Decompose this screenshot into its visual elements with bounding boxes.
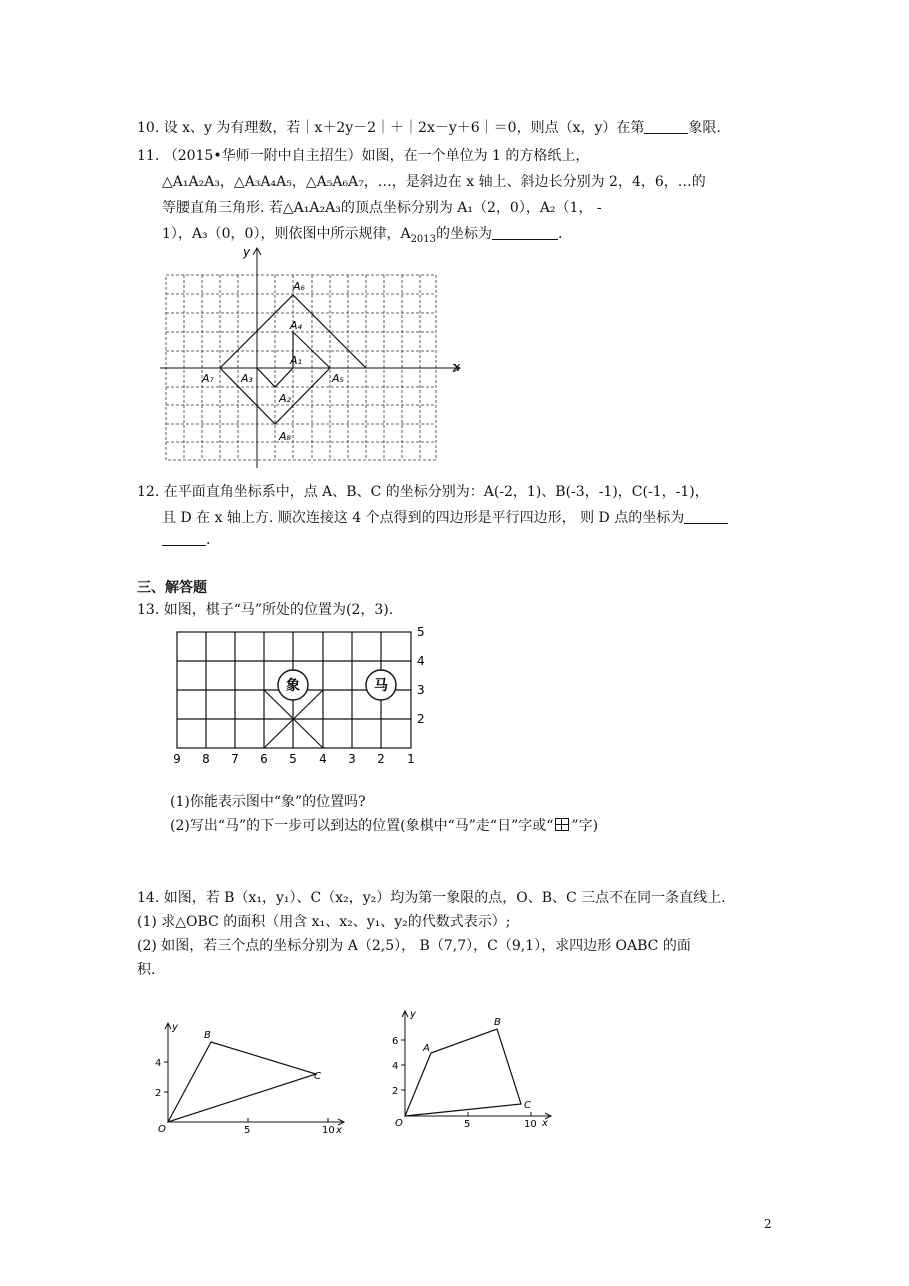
- q11-line1: 11. （2015•华师一附中自主招生）如图，在一个单位为 1 的方格纸上，: [137, 148, 590, 164]
- row-label: 4: [417, 654, 425, 668]
- y-tick: 6: [392, 1036, 399, 1047]
- piece-xiang: 象: [286, 678, 300, 694]
- answer-blank: [162, 531, 206, 546]
- q10-tail: 象限.: [688, 120, 721, 136]
- label-a1: A₁: [290, 354, 302, 367]
- q14-line1: 14. 如图，若 B（x₁，y₁）、C（x₂，y₂）均为第一象限的点，O、B、C 三点不在同一条直线上.: [137, 890, 726, 906]
- y-label: y: [172, 1022, 178, 1033]
- q12-line3: [162, 530, 210, 550]
- origin-label: O: [158, 1124, 166, 1134]
- x-tick: 10: [524, 1119, 537, 1130]
- point-b-label: B: [494, 1017, 501, 1028]
- col-label: 7: [231, 752, 239, 766]
- answer-blank: [684, 509, 728, 524]
- piece-ma: 马: [374, 678, 388, 694]
- q10-text: 10. 设 x、y 为有理数，若｜x＋2y－2｜＋｜2x－y＋6｜＝0，则点（x，y）在第: [137, 120, 645, 136]
- q11-line4-text2: 的坐标为: [436, 226, 493, 242]
- row-label: 2: [417, 712, 425, 726]
- figure-11-grid: [160, 240, 470, 470]
- point-b-label: B: [204, 1030, 211, 1041]
- x-label: x: [542, 1118, 548, 1129]
- label-a8: A₈: [279, 430, 291, 443]
- origin-label: O: [395, 1118, 403, 1129]
- tian-char-icon: [555, 818, 569, 831]
- y-tick: 4: [392, 1061, 399, 1072]
- section-title: 三、解答题: [137, 580, 207, 596]
- row-label: 5: [417, 625, 425, 639]
- col-label: 4: [319, 752, 327, 766]
- x-tick: 10: [322, 1125, 335, 1134]
- q13-line1: 13. 如图，棋子“马”所处的位置为(2，3).: [137, 602, 394, 618]
- y-label: y: [410, 1009, 416, 1020]
- y-tick: 4: [155, 1058, 162, 1069]
- q11-line4-end: .: [558, 226, 563, 242]
- q12-line3-end: .: [206, 532, 211, 548]
- answer-blank: [644, 119, 688, 134]
- y-tick: 2: [392, 1086, 399, 1097]
- row-label: 3: [417, 683, 425, 697]
- figure-14b-quadrilateral: [390, 1004, 560, 1130]
- col-label: 8: [202, 752, 210, 766]
- q13-sub1: (1)你能表示图中“象”的位置吗?: [170, 794, 366, 810]
- q14-line4: 积.: [137, 962, 156, 978]
- q11-line4-text: 1），A₃（0，0），则依图中所示规律，A: [162, 226, 411, 242]
- q14-line2: (1) 求△OBC 的面积（用含 x₁、x₂、y₁、y₂的代数式表示）;: [137, 914, 511, 930]
- col-label: 9: [173, 752, 181, 766]
- col-label: 1: [407, 752, 415, 766]
- label-a2: A₂: [279, 392, 291, 405]
- x-tick: 5: [464, 1119, 471, 1130]
- col-label: 2: [377, 752, 385, 766]
- label-a4: A₄: [290, 319, 302, 332]
- answer-blank: [492, 225, 558, 240]
- q12-line2: [162, 508, 728, 528]
- col-label: 5: [289, 752, 297, 766]
- label-a6: A₆: [293, 280, 305, 293]
- x-tick: 5: [244, 1125, 251, 1134]
- col-label: 3: [348, 752, 356, 766]
- q13-sub2: [170, 816, 598, 836]
- point-a-label: A: [423, 1043, 430, 1054]
- q13-sub2-text: (2)写出“马”的下一步可以到达的位置(象棋中“马”走“日”字或“: [170, 818, 554, 834]
- label-a3: A₃: [241, 372, 253, 385]
- point-c-label: C: [314, 1071, 321, 1082]
- q11-line2: △A₁A₂A₃，△A₃A₄A₅，△A₅A₆A₇，…，是斜边在 x 轴上、斜边长分别为 2，4，6，…的: [162, 174, 706, 190]
- y-tick: 2: [155, 1088, 162, 1099]
- q11-subscript: 2013: [410, 233, 437, 245]
- question-10: [137, 118, 721, 138]
- q13-sub2-tail: ”字): [571, 818, 599, 834]
- label-a5: A₅: [332, 372, 344, 385]
- x-axis-label: x: [453, 360, 461, 374]
- q14-line3: (2) 如图，若三个点的坐标分别为 A（2,5）， B（7,7），C（9,1），求四边形 OABC 的面: [137, 938, 691, 954]
- figure-13-chessboard: [168, 620, 438, 768]
- y-axis-label: y: [243, 245, 251, 259]
- page-number: 2: [764, 1217, 772, 1231]
- q11-line3: 等腰直角三角形. 若△A₁A₂A₃的顶点坐标分别为 A₁（2，0），A₂（1， -: [162, 200, 602, 216]
- label-a7: A₇: [202, 372, 214, 385]
- figure-14a-triangle: [138, 1018, 353, 1134]
- point-c-label: C: [524, 1100, 531, 1111]
- x-label: x: [336, 1125, 342, 1134]
- q12-line2-text: 且 D 在 x 轴上方. 顺次连接这 4 个点得到的四边形是平行四边形， 则 D 点的坐标为: [162, 510, 685, 526]
- col-label: 6: [260, 752, 268, 766]
- q12-line1: 12. 在平面直角坐标系中，点 A、B、C 的坐标分别为：A(-2，1)、B(-3，-1)，C(-1，-1)，: [137, 484, 709, 500]
